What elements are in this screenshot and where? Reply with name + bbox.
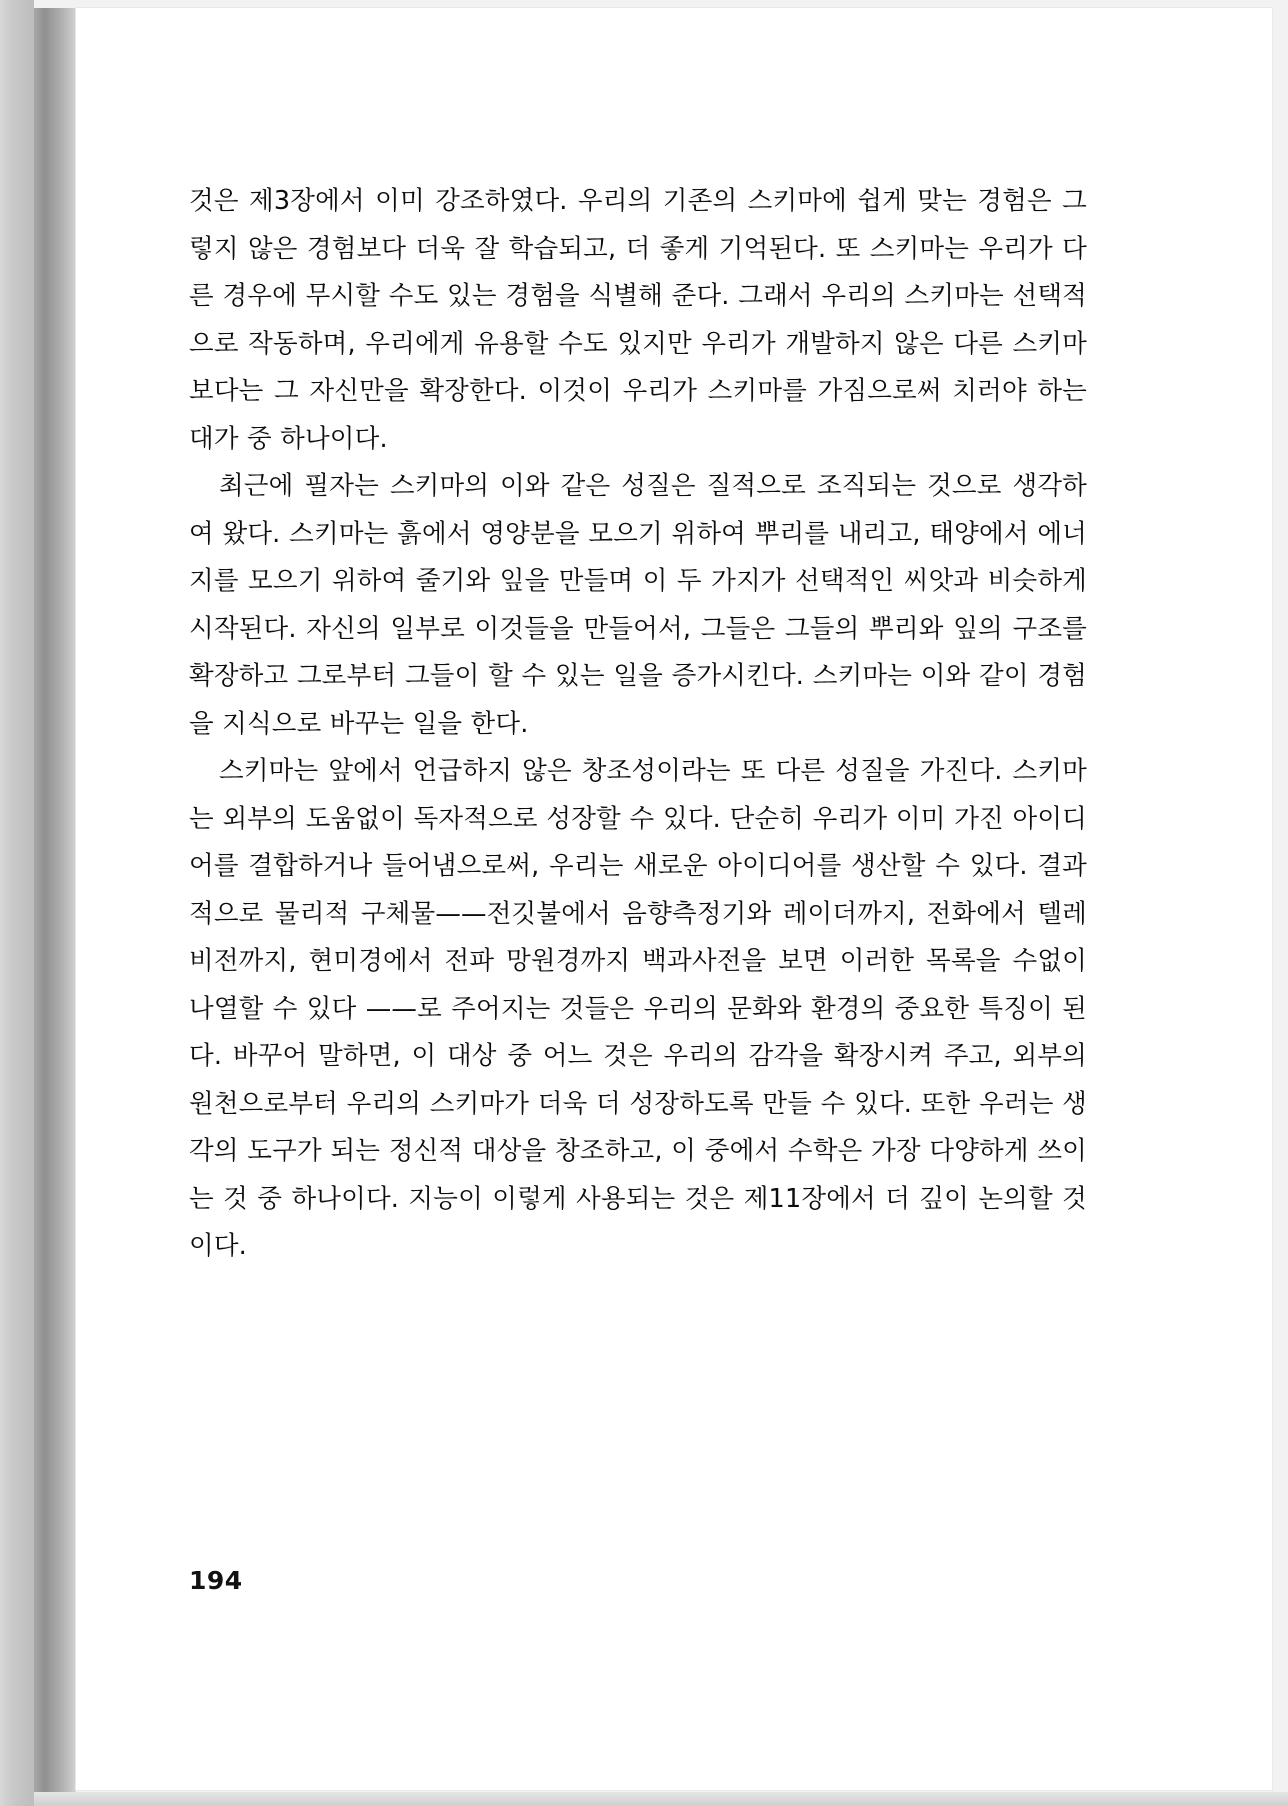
page-bottom-shadow: [34, 1792, 1288, 1806]
paragraph-3: 스키마는 앞에서 언급하지 않은 창조성이라는 또 다른 성질을 가진다. 스키마는 외부의 도움없이 독자적으로 성장할 수 있다. 단순히 우리가 이미 가진 아이디어를 결합하거나 들어냄으로써, 우리는 새로운 아이디어를 생산할 수 있다. 결과적으로 물리적 구체물——전깃불에서 음향측정기와 레이더까지, 전화에서 텔레비전까지, 현미경에서 전파 망원경까지 백과사전을 보면 이러한 목록을 수없이 나열할 수 있다 ——로 주어지는 것들은 우리의 문화와 환경의 중요한 특징이 된다. 바꾸어 말하면, 이 대상 중 어느 것은 우리의 감각을 확장시켜 주고, 외부의 원천으로부터 우리의 스키마가 더욱 더 성장하도록 만들 수 있다. 또한 우러는 생각의 도구가 되는 정신적 대상을 창조하고, 이 중에서 수학은 가장 다양하게 쓰이는 것 중 하나이다. 지능이 이렇게 사용되는 것은 제11장에서 더 깊이 논의할 것이다.: [189, 756, 1087, 1261]
page-sheet: [76, 8, 1272, 1790]
paragraph-2: 최근에 필자는 스키마의 이와 같은 성질은 질적으로 조직되는 것으로 생각하여 왔다. 스키마는 흙에서 영양분을 모으기 위하여 뿌리를 내리고, 태양에서 에너지를 모으기 위하여 줄기와 잎을 만들며 이 두 가지가 선택적인 씨앗과 비슷하게 시작된다. 자신의 일부로 이것들을 만들어서, 그들은 그들의 뿌리와 잎의 구조를 확장하고 그로부터 그들이 할 수 있는 일을 증가시킨다. 스키마는 이와 같이 경험을 지식으로 바꾸는 일을 한다.: [189, 471, 1087, 739]
paragraph-1: 것은 제3장에서 이미 강조하였다. 우리의 기존의 스키마에 쉽게 맞는 경험은 그렇지 않은 경험보다 더욱 잘 학습되고, 더 좋게 기억된다. 또 스키마는 우리가 다른 경우에 무시할 수도 있는 경험을 식별해 준다. 그래서 우리의 스키마는 선택적으로 작동하며, 우리에게 유용할 수도 있지만 우리가 개발하지 않은 다른 스키마보다는 그 자신만을 확장한다. 이것이 우리가 스키마를 가짐으로써 치러야 하는 대가 중 하나이다.: [189, 186, 1087, 454]
book-spine-gutter: [0, 0, 34, 1806]
page-number: 194: [189, 1566, 243, 1595]
book-spine-shadow: [34, 8, 76, 1798]
page-text-body: [189, 178, 1087, 1271]
